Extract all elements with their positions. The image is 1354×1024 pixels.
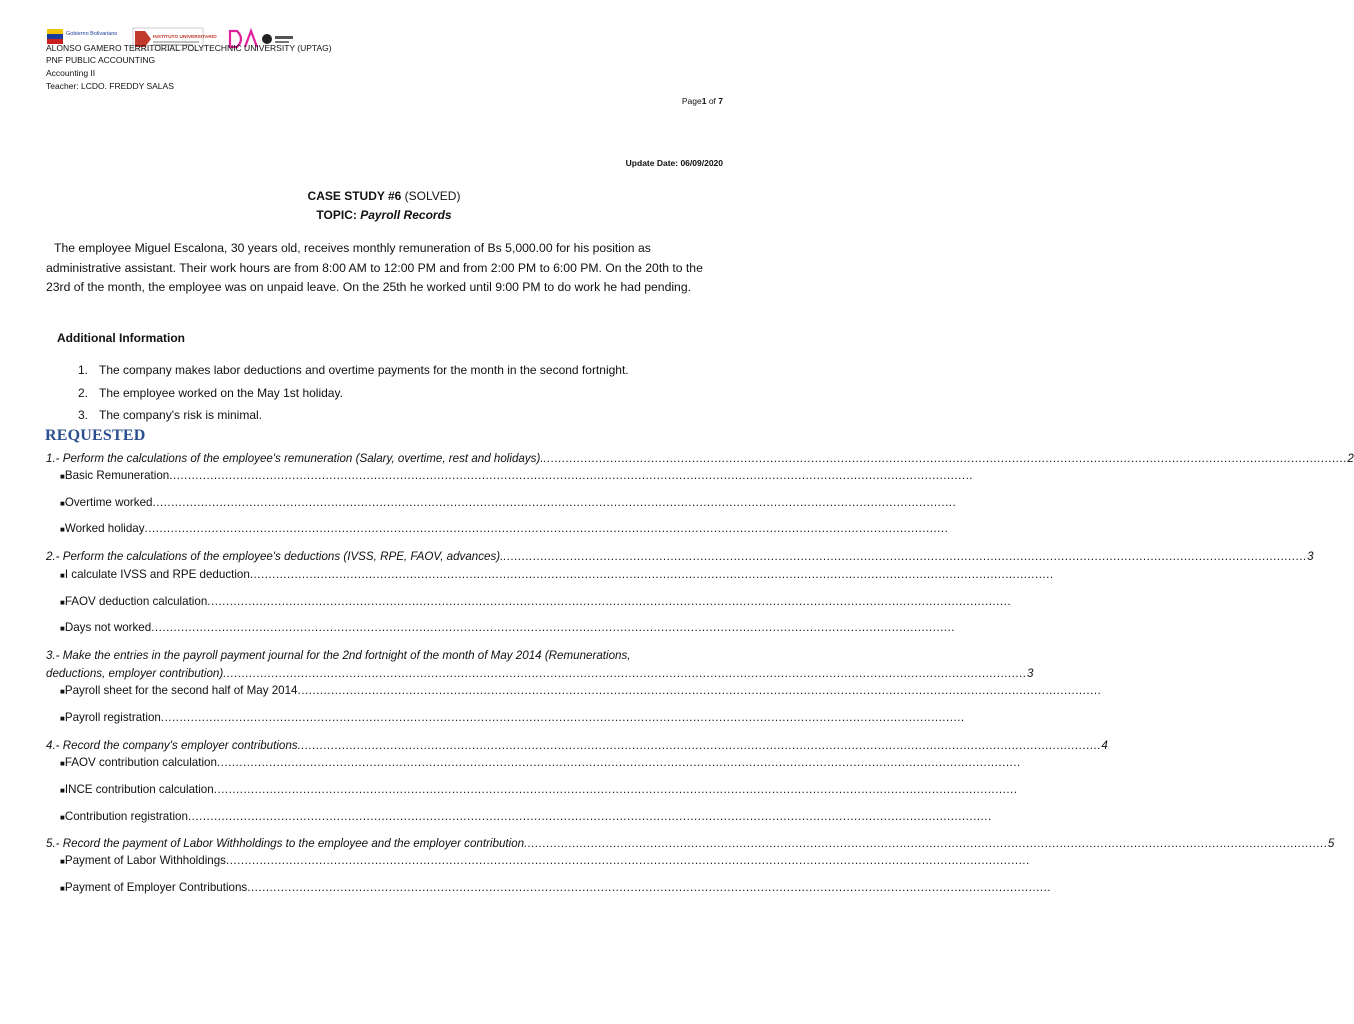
program-name: PNF PUBLIC ACCOUNTING	[46, 55, 156, 65]
toc-item[interactable]: ■ Overtime worked .....	[60, 496, 728, 509]
list-item: 3. The company's risk is minimal.	[78, 408, 262, 422]
toc-item[interactable]: ■ Contribution registration .....	[60, 810, 728, 823]
teacher-name: Teacher: LCDO. FREDDY SALAS	[46, 81, 174, 91]
bullet-icon: ■	[60, 525, 65, 534]
bullet-icon: ■	[60, 499, 65, 508]
toc-item[interactable]: ■ Days not worked .....	[60, 621, 728, 634]
bullet-icon: ■	[60, 571, 65, 580]
toc-item[interactable]: ■ Basic Remuneration .....	[60, 469, 728, 482]
toc-item[interactable]: ■ Payment of Labor Withholdings .....	[60, 854, 728, 867]
list-item: 2. The employee worked on the May 1st holiday.	[78, 386, 343, 400]
bullet-icon: ■	[60, 624, 65, 633]
toc-item[interactable]: ■ FAOV contribution calculation .....	[60, 756, 728, 769]
svg-text:INSTITUTO UNIVERSITARIO: INSTITUTO UNIVERSITARIO	[153, 35, 217, 40]
bullet-icon: ■	[60, 813, 65, 822]
bullet-icon: ■	[60, 598, 65, 607]
requested-heading: REQUESTED	[45, 427, 146, 444]
toc-item[interactable]: ■ Payment of Employer Contributions .....	[60, 881, 728, 894]
bullet-icon: ■	[60, 857, 65, 866]
toc-item[interactable]: ■ Payroll registration .....	[60, 711, 728, 724]
case-study-title: CASE STUDY #6 (SOLVED)	[307, 189, 461, 203]
bullet-icon: ■	[60, 884, 65, 893]
toc-section-2[interactable]: 2.- Perform the calculations of the employee's deductions (IVSS, RPE, FAOV, advances). ..... 3	[46, 548, 734, 565]
bullet-icon: ■	[60, 786, 65, 795]
toc-item[interactable]: ■ I calculate IVSS and RPE deduction .....	[60, 568, 728, 581]
intro-paragraph: The employee Miguel Escalona, 30 years old, receives monthly remuneration of Bs 5,000.00 for his position as administrative assistant. Their work hours are from 8:00 AM to 12:00 PM and from 2:00 PM to 6:00 PM. On the 20th to the 23rd of the month, the employee was on unpaid leave. On the 25th he worked until 9:00 PM to do work he had pending.	[46, 241, 703, 294]
toc-section-1[interactable]: 1.- Perform the calculations of the employee's remuneration (Salary, overtime, rest and holidays). ..... 2	[46, 450, 734, 467]
list-item: 1. The company makes labor deductions and overtime payments for the month in the second fortnight.	[78, 363, 629, 377]
toc-section-3-line1[interactable]: 3.- Make the entries in the payroll payment journal for the 2nd fortnight of the month of May 2014 (Remunerations,	[46, 649, 631, 662]
toc-item[interactable]: ■ Payroll sheet for the second half of May 2014 .....	[60, 684, 728, 697]
toc-item[interactable]: ■ FAOV deduction calculation .....	[60, 595, 728, 608]
toc-section-4[interactable]: 4.- Record the company's employer contributions ..... 4	[46, 737, 734, 754]
toc-section-3[interactable]: deductions, employer contribution) ..... 3	[46, 665, 734, 682]
page-number: Page1 of 7	[681, 96, 723, 106]
toc-item[interactable]: ■ Worked holiday .....	[60, 522, 728, 535]
topic-title: TOPIC: Payroll Records	[316, 208, 452, 222]
update-date: Update Date: 06/09/2020	[625, 158, 723, 168]
svg-text:Gobierno Bolivariano: Gobierno Bolivariano	[66, 31, 118, 37]
bullet-icon: ■	[60, 714, 65, 723]
course-name: Accounting II	[46, 68, 96, 78]
toc-item[interactable]: ■ INCE contribution calculation .....	[60, 783, 728, 796]
bullet-icon: ■	[60, 472, 65, 481]
institution-name: ALONSO GAMERO TERRITORIAL POLYTECHNIC UNIVERSITY (UPTAG)	[46, 43, 332, 53]
bullet-icon: ■	[60, 687, 65, 696]
additional-info-heading: Additional Information	[57, 331, 185, 345]
bullet-icon: ■	[60, 759, 65, 768]
toc-section-5[interactable]: 5.- Record the payment of Labor Withholdings to the employee and the employer contribution ..... 5	[46, 835, 734, 852]
